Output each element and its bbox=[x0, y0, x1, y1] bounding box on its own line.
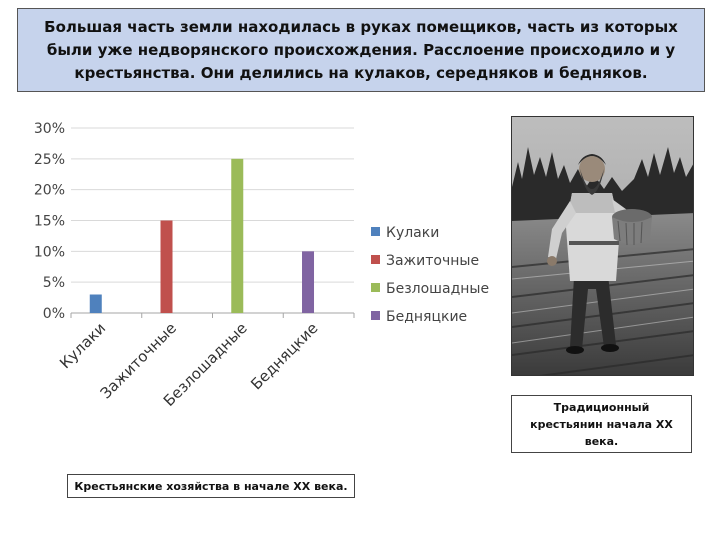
chart-caption-box bbox=[67, 474, 355, 498]
bar-3 bbox=[231, 159, 243, 313]
chart-caption: Крестьянские хозяйства в начале XX века. bbox=[74, 479, 348, 493]
y-tick-label: 10% bbox=[33, 244, 65, 261]
photo-caption: Традиционный крестьянин начала XX века. bbox=[530, 400, 673, 448]
y-tick-label: 15% bbox=[33, 213, 65, 230]
legend-label: Безлошадные bbox=[386, 281, 490, 297]
x-category-label: Бедняцкие bbox=[247, 319, 322, 394]
header-text-box bbox=[17, 8, 705, 92]
y-tick-label: 5% bbox=[42, 275, 65, 292]
bar-1 bbox=[90, 295, 102, 314]
legend-label: Зажиточные bbox=[386, 253, 480, 269]
legend-label: Кулаки bbox=[386, 225, 440, 241]
legend-swatch bbox=[371, 255, 380, 264]
x-category-label: Зажиточные bbox=[96, 319, 180, 403]
peasant-photo bbox=[511, 116, 694, 376]
bar-4 bbox=[302, 251, 314, 313]
y-tick-label: 25% bbox=[33, 151, 65, 168]
y-tick-label: 20% bbox=[33, 182, 65, 199]
legend-label: Бедняцкие bbox=[386, 309, 468, 325]
x-category-label: Безлошадные bbox=[159, 319, 251, 410]
legend-swatch bbox=[371, 283, 380, 292]
y-tick-label: 30% bbox=[33, 121, 65, 137]
header-text: Большая часть земли находилась в руках помещиков, часть из которых были уже недворянского происхождения. Расслоение происходило и у крестьянства. Они делились на кулаков, середняков и бедняков. bbox=[44, 17, 678, 82]
y-tick-label: 0% bbox=[42, 306, 65, 322]
legend-swatch bbox=[371, 311, 380, 320]
bar-chart bbox=[0, 100, 510, 420]
legend-swatch bbox=[371, 227, 380, 236]
x-category-label: Кулаки bbox=[56, 319, 110, 373]
photo-caption-box bbox=[511, 395, 692, 453]
bar-2 bbox=[161, 221, 173, 314]
